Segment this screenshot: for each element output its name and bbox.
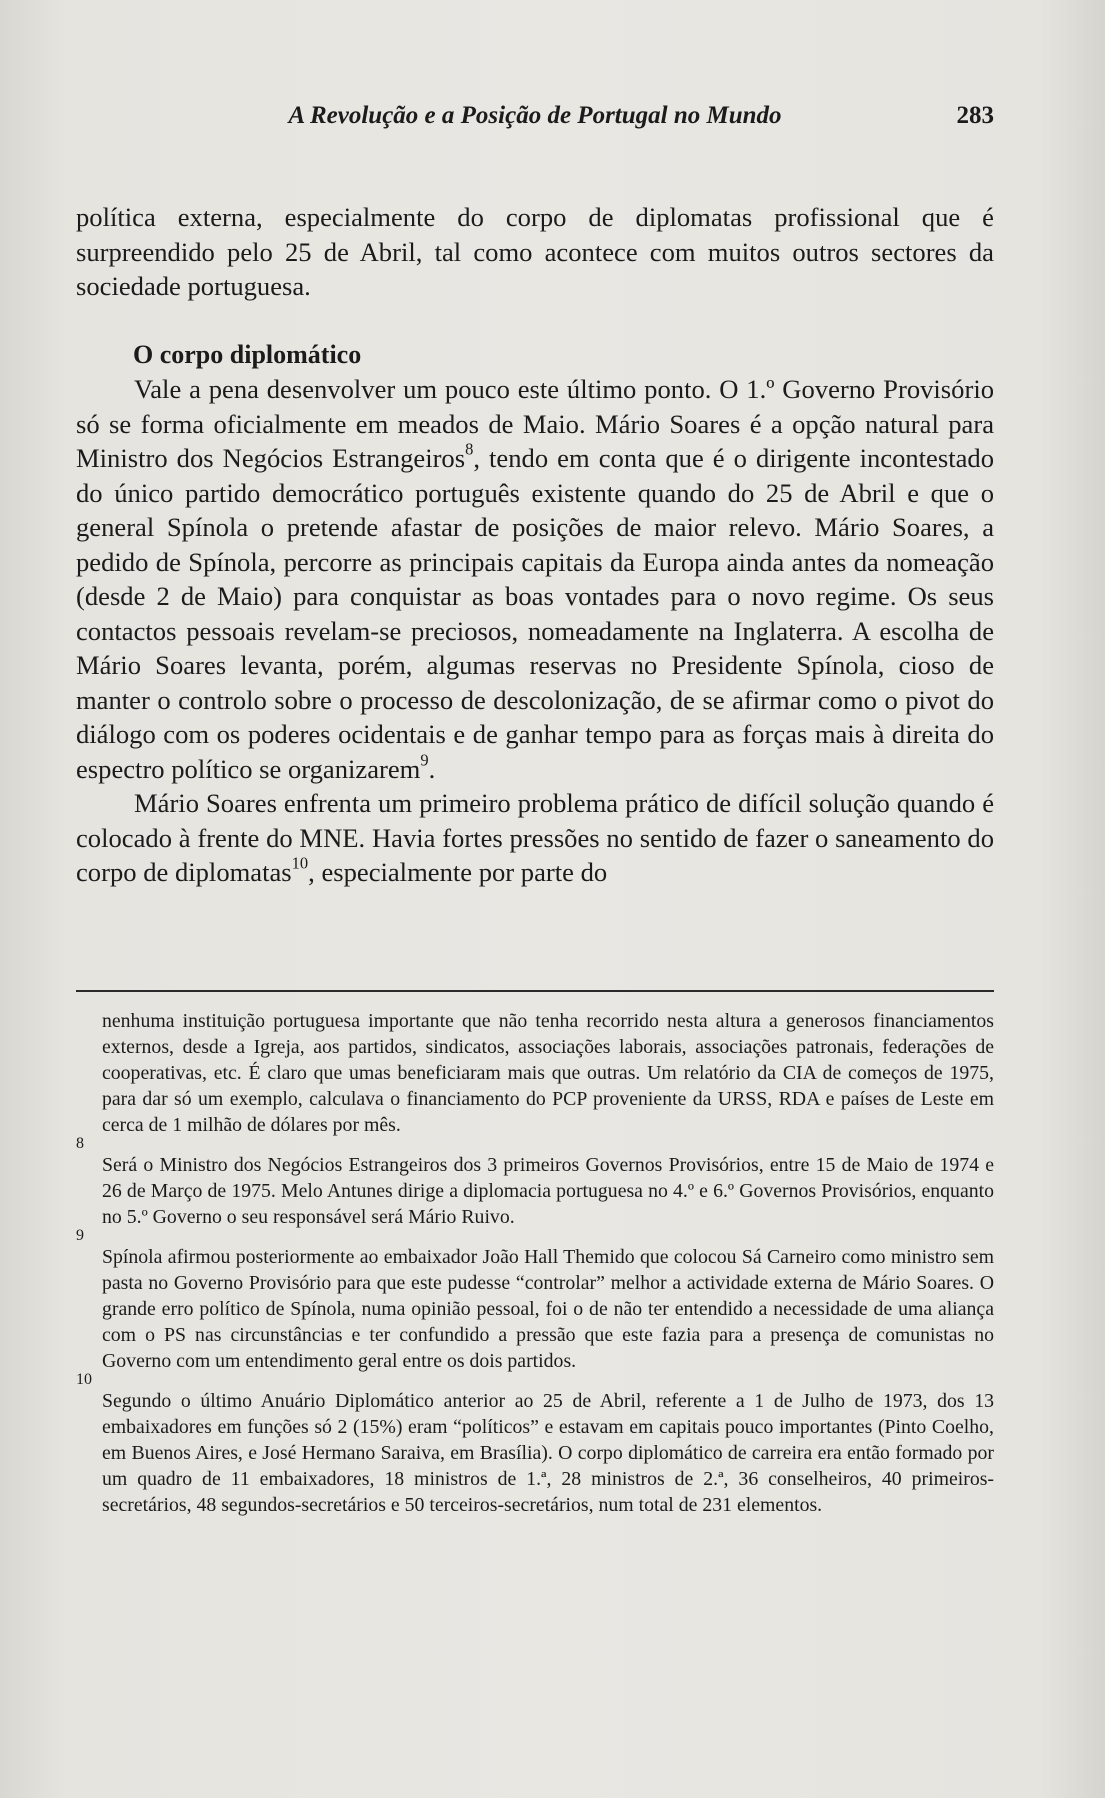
footnote-number: 10 <box>76 1371 92 1388</box>
footnote-text: Segundo o último Anuário Diplomático anterior ao 25 de Abril, referente a 1 de Julho de 1973, dos 13 embaixadores em funções só 2 (15%) eram “políticos” e estavam em capitais pouco importantes (Pinto Coelho, em Buenos Aires, e José Hermano Saraiva, em Brasília). O corpo diplomático de carreira era então formado por um quadro de 11 embaixadores, 18 ministros de 1.ª, 28 ministros de 2.ª, 36 conselheiros, 40 primeiros-secretários, 48 segundos-secretários e 50 terceiros-secretários, num total de 231 elementos. <box>102 1390 994 1516</box>
page-number: 283 <box>956 102 994 129</box>
footnote-10 <box>76 1371 994 1518</box>
body-text <box>76 200 994 890</box>
footnote-text: Será o Ministro dos Negócios Estrangeiros dos 3 primeiros Governos Provisórios, entre 15 de Maio de 1974 e 26 de Março de 1975. Melo Antunes dirige a diplomacia portuguesa no 4.º e 6.º Governos Provisórios, enquanto no 5.º Governo o seu responsável será Mário Ruivo. <box>102 1154 994 1228</box>
footnote-number: 9 <box>76 1227 84 1244</box>
running-title: A Revolução e a Posição de Portugal no Mundo <box>288 102 782 129</box>
footnote-text: Spínola afirmou posteriormente ao embaixador João Hall Themido que colocou Sá Carneiro como ministro sem pasta no Governo Provisório para que este pudesse “controlar” melhor a actividade externa de Mário Soares. O grande erro político de Spínola, numa opinião pessoal, foi o de não ter entendido a necessidade de uma aliança com o PS nas circunstâncias e ter confundido a pressão que este fazia para a presença de comunistas no Governo com um entendimento geral entre os dois partidos. <box>102 1246 994 1372</box>
footnote-continued <box>76 1008 994 1138</box>
paragraph-2 <box>76 786 994 890</box>
footnote-ref-10: 10 <box>291 853 309 873</box>
paragraph-1-part-2: , tendo em conta que é o dirigente incontestado do único partido democrático português existente quando do 25 de Abril e que o general Spínola o pretende afastar de posições de maior relevo. Mário Soares, a pedido de Spínola, percorre as principais capitais da Europa ainda antes da nomeação (desde 2 de Maio) para conquistar as boas vontades para o novo regime. Os seus contactos pessoais revelam-se preciosos, nomeadamente na Inglaterra. A escolha de Mário Soares levanta, porém, algumas reservas no Presidente Spínola, cioso de manter o controlo sobre o processo de descolonização, de se afirmar como o pivot do diálogo com os poderes ocidentais e de ganhar tempo para as forças mais à direita do espectro político se organizarem <box>76 443 994 784</box>
intro-paragraph: política externa, especialmente do corpo de diplomatas profissional que é surpreendido pelo 25 de Abril, tal como acontece com muitos outros sectores da sociedade portuguesa. <box>76 202 994 301</box>
footnote-separator <box>76 990 994 992</box>
footnotes <box>76 1008 994 1518</box>
footnote-9 <box>76 1227 994 1374</box>
footnote-ref-9: 9 <box>420 750 429 770</box>
paragraph-1 <box>76 372 994 786</box>
footnote-8 <box>76 1135 994 1230</box>
footnote-number: 8 <box>76 1135 84 1152</box>
paragraph-2-part-1: Mário Soares enfrenta um primeiro problema prático de difícil solução quando é colocado à frente do MNE. Havia fortes pressões no sentido de fazer o saneamento do corpo de diplomatas <box>76 788 994 887</box>
section-heading: O corpo diplomático <box>133 339 362 369</box>
running-head <box>76 102 994 138</box>
footnote-ref-8: 8 <box>465 439 474 459</box>
paragraph-1-part-3: . <box>428 753 436 784</box>
footnote-continued-text: nenhuma instituição portuguesa importante que não tenha recorrido nesta altura a generosos financiamentos externos, desde a Igreja, aos partidos, sindicatos, associações laborais, associações patronais, federações de cooperativas, etc. É claro que umas beneficiaram mais que outras. Um relatório da CIA de começos de 1975, para dar só um exemplo, calculava o financiamento do PCP proveniente da URSS, RDA e países de Leste em cerca de 1 milhão de dólares por mês. <box>102 1010 994 1136</box>
paragraph-1-part-1: Vale a pena desenvolver um pouco este último ponto. O 1.º Governo Provisório só se forma oficialmente em meados de Maio. Mário Soares é a opção natural para Ministro dos Negócios Estrangeiros <box>76 374 994 473</box>
paragraph-2-part-2: , especialmente por parte do <box>308 857 608 887</box>
